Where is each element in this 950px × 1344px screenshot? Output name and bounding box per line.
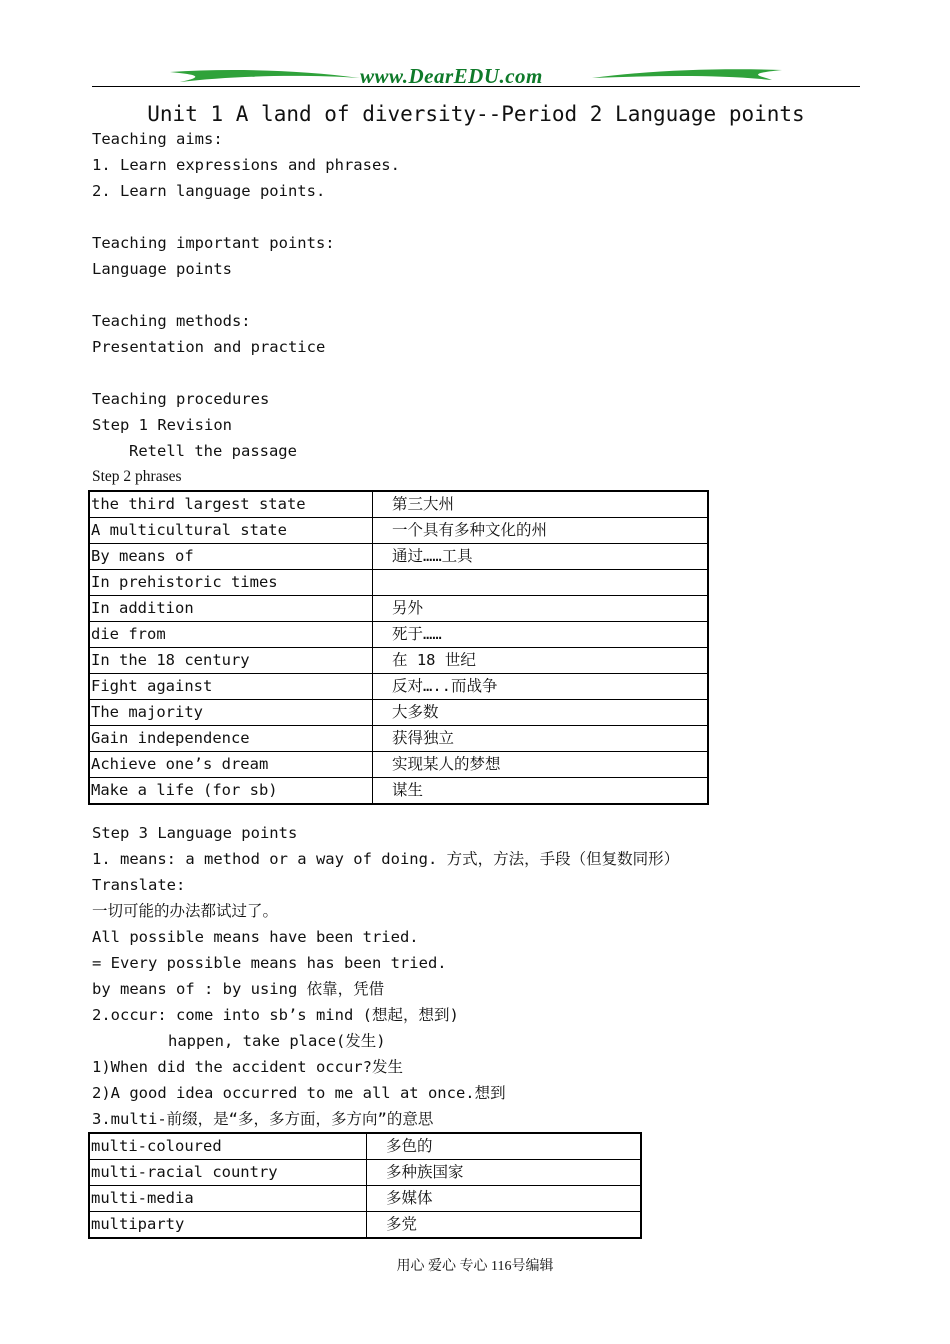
english-phrase-cell: multiparty (89, 1212, 367, 1239)
english-phrase-cell: multi-coloured (89, 1133, 367, 1160)
chinese-meaning-cell: 多党 (367, 1212, 642, 1239)
table-row (89, 1186, 641, 1212)
language-point-line: 2)A good idea occurred to me all at once.想到 (92, 1084, 506, 1102)
table-row (89, 700, 708, 726)
table-row (89, 1160, 641, 1186)
english-phrase-cell: Make a life (for sb) (89, 778, 373, 805)
language-point-line: Translate: (92, 876, 186, 894)
chinese-meaning-cell: 通过……工具 (373, 544, 709, 570)
chinese-meaning-cell (373, 570, 709, 596)
chinese-meaning-cell: 多媒体 (367, 1186, 642, 1212)
page-footer: 用心 爱心 专心 116号编辑 (396, 1259, 554, 1274)
table-row (89, 570, 708, 596)
english-phrase-cell: In addition (89, 596, 373, 622)
language-point-line: happen, take place(发生) (168, 1032, 386, 1050)
english-phrase-cell: By means of (89, 544, 373, 570)
important-text: Language points (92, 260, 232, 278)
aims-heading: Teaching aims: (92, 130, 223, 148)
site-logo: www.DearEDU.com (360, 64, 543, 88)
chinese-meaning-cell: 大多数 (373, 700, 709, 726)
english-phrase-cell: the third largest state (89, 491, 373, 518)
table-row (89, 518, 708, 544)
english-phrase-cell: Gain independence (89, 726, 373, 752)
table-row (89, 752, 708, 778)
language-point-line: 一切可能的办法都试过了。 (92, 902, 279, 920)
header-banner (92, 62, 860, 92)
step1-text: Retell the passage (129, 442, 297, 460)
language-point-line: = Every possible means has been tried. (92, 954, 447, 972)
table-row (89, 778, 708, 805)
language-point-line: 1. means: a method or a way of doing. 方式，方法，手段（但复数同形） (92, 850, 680, 868)
header-rule (92, 86, 860, 87)
english-phrase-cell: Achieve one’s dream (89, 752, 373, 778)
chinese-meaning-cell: 反对…..而战争 (373, 674, 709, 700)
english-phrase-cell: In prehistoric times (89, 570, 373, 596)
table-row (89, 1212, 641, 1239)
left-swoosh-decoration (170, 66, 360, 86)
language-point-line: 1)When did the accident occur?发生 (92, 1058, 403, 1076)
english-phrase-cell: multi-media (89, 1186, 367, 1212)
chinese-meaning-cell: 多色的 (367, 1133, 642, 1160)
aims-item: 1. Learn expressions and phrases. (92, 156, 400, 174)
english-phrase-cell: die from (89, 622, 373, 648)
procedures-heading: Teaching procedures (92, 390, 270, 408)
language-point-line: by means of : by using 依靠，凭借 (92, 980, 385, 998)
chinese-meaning-cell: 第三大州 (373, 491, 709, 518)
english-phrase-cell: multi-racial country (89, 1160, 367, 1186)
methods-heading: Teaching methods: (92, 312, 251, 330)
step2-heading: Step 2 phrases (92, 468, 182, 485)
multi-prefix-table (88, 1132, 642, 1239)
chinese-meaning-cell: 获得独立 (373, 726, 709, 752)
chinese-meaning-cell: 死于…… (373, 622, 709, 648)
phrases-table (88, 490, 709, 805)
english-phrase-cell: The majority (89, 700, 373, 726)
page-title: Unit 1 A land of diversity--Period 2 Language points (147, 102, 805, 126)
chinese-meaning-cell: 实现某人的梦想 (373, 752, 709, 778)
table-row (89, 674, 708, 700)
aims-item: 2. Learn language points. (92, 182, 326, 200)
table-row (89, 726, 708, 752)
important-heading: Teaching important points: (92, 234, 335, 252)
chinese-meaning-cell: 在 18 世纪 (373, 648, 709, 674)
table-row (89, 544, 708, 570)
table-row (89, 648, 708, 674)
english-phrase-cell: Fight against (89, 674, 373, 700)
english-phrase-cell: In the 18 century (89, 648, 373, 674)
language-point-line: 3.multi-前缀，是“多，多方面，多方向”的意思 (92, 1110, 434, 1128)
table-row (89, 491, 708, 518)
methods-text: Presentation and practice (92, 338, 326, 356)
step3-heading: Step 3 Language points (92, 824, 298, 842)
language-point-line: 2.occur: come into sb’s mind (想起，想到) (92, 1006, 459, 1024)
chinese-meaning-cell: 多种族国家 (367, 1160, 642, 1186)
chinese-meaning-cell: 另外 (373, 596, 709, 622)
chinese-meaning-cell: 谋生 (373, 778, 709, 805)
step1-heading: Step 1 Revision (92, 416, 232, 434)
right-swoosh-decoration (592, 66, 782, 86)
language-point-line: All possible means have been tried. (92, 928, 419, 946)
chinese-meaning-cell: 一个具有多种文化的州 (373, 518, 709, 544)
table-row (89, 622, 708, 648)
table-row (89, 1133, 641, 1160)
english-phrase-cell: A multicultural state (89, 518, 373, 544)
table-row (89, 596, 708, 622)
